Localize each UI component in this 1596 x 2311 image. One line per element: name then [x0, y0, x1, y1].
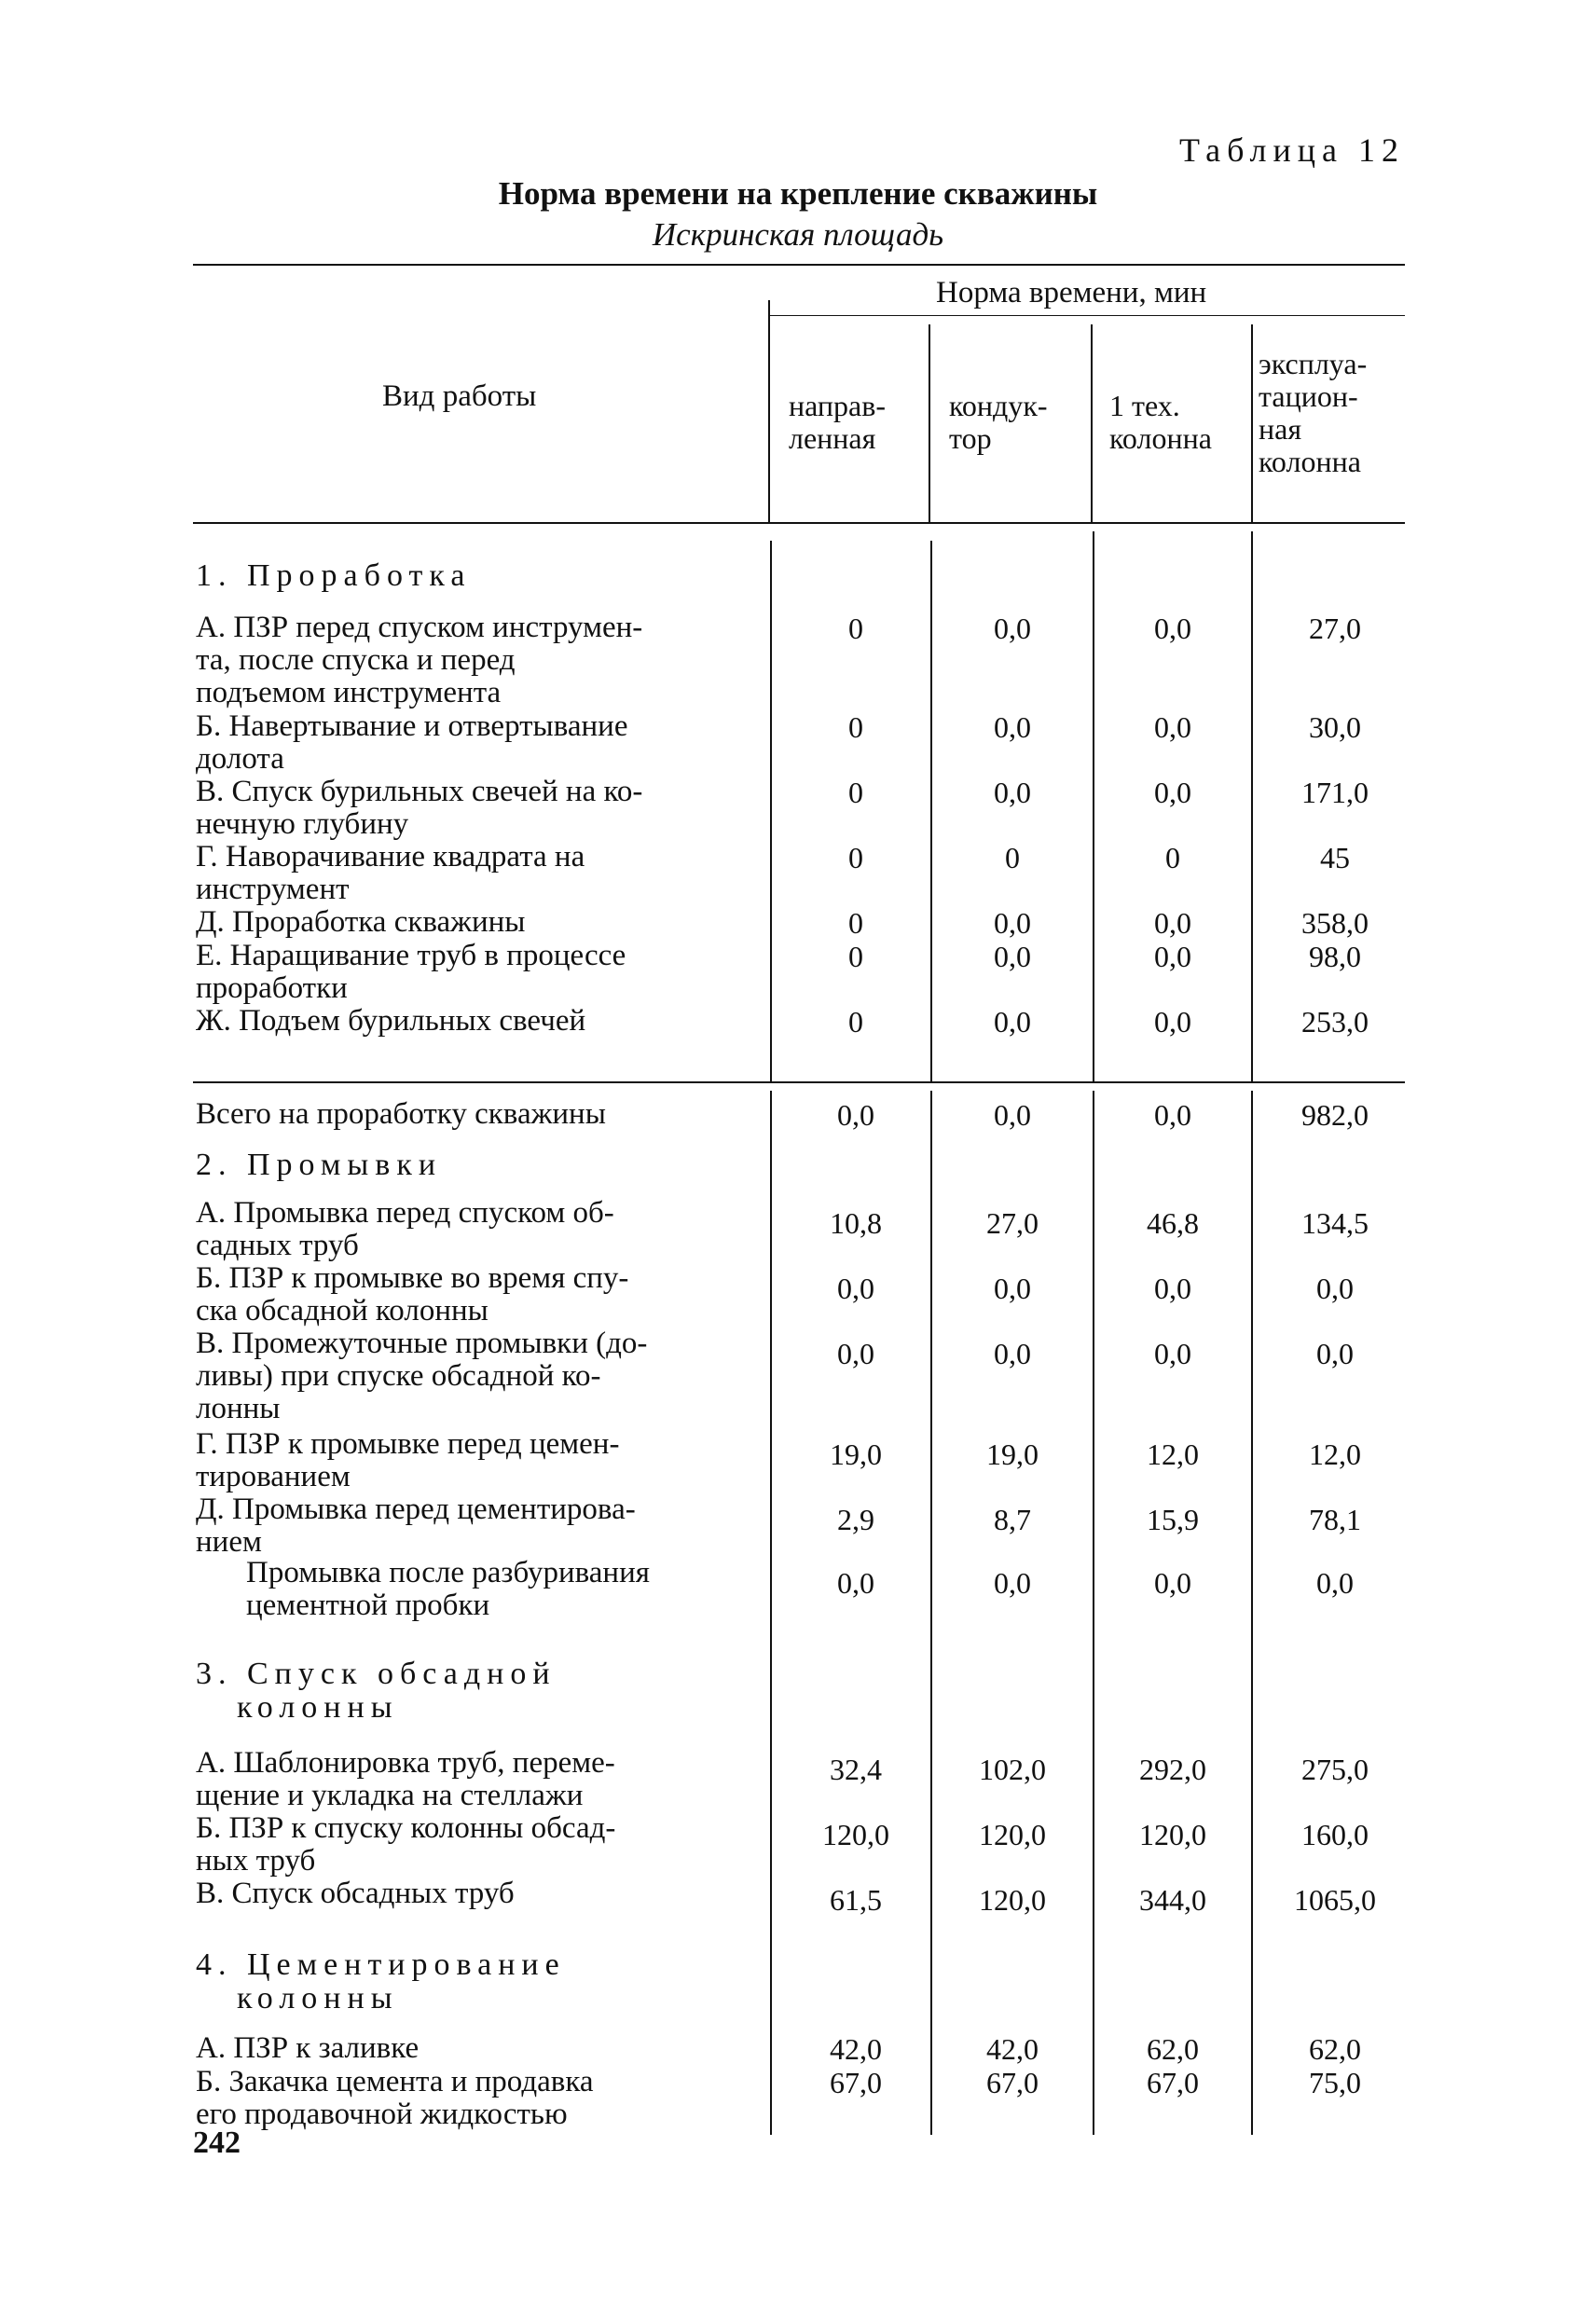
section-2-row-col3: 0,0	[1154, 1566, 1191, 1600]
section-2-row-col1: 2,9	[837, 1503, 874, 1536]
work-type-header: Вид работы	[382, 379, 537, 413]
section-1-row-col3: 0,0	[1154, 710, 1191, 744]
section-1-row-col3: 0,0	[1154, 906, 1191, 940]
body-divider-1b	[770, 1091, 772, 2135]
section-2-title: 2. Промывки	[196, 1148, 443, 1182]
section-1-row-col3: 0,0	[1154, 940, 1191, 973]
section-2-row-col1: 19,0	[830, 1437, 882, 1471]
total-rule	[193, 1081, 1405, 1083]
section-3-row-col4: 160,0	[1301, 1818, 1369, 1851]
body-divider-2a	[930, 541, 932, 1081]
table-title: Норма времени на крепление скважины	[498, 175, 1098, 212]
body-divider-1a	[770, 541, 772, 1081]
section-1-row: А. ПЗР перед спуском инструмен- та, после спуска и перед подъемом инструмента	[196, 611, 643, 709]
total-row-col3: 0,0	[1154, 1098, 1191, 1132]
section-4-row-col4: 62,0	[1309, 2032, 1361, 2066]
section-2-row-col4: 0,0	[1316, 1566, 1354, 1600]
section-1-row-col1: 0	[848, 940, 863, 973]
section-3-row-col3: 344,0	[1139, 1883, 1206, 1917]
section-1-row-col1: 0	[848, 710, 863, 744]
section-3-row: В. Спуск обсадных труб	[196, 1877, 515, 1910]
section-1-row-col4: 253,0	[1301, 1005, 1369, 1039]
section-1-row-col2: 0,0	[994, 710, 1031, 744]
table-subtitle: Искринская площадь	[652, 216, 944, 253]
section-1-row-col2: 0,0	[994, 940, 1031, 973]
section-2-row-col2: 19,0	[986, 1437, 1039, 1471]
total-row-col1: 0,0	[837, 1098, 874, 1132]
col-divider-3	[1091, 324, 1093, 522]
section-1-row-col1: 0	[848, 1005, 863, 1039]
section-1-row-col4: 358,0	[1301, 906, 1369, 940]
section-2-row-col2: 8,7	[994, 1503, 1031, 1536]
section-4-row-col2: 42,0	[986, 2032, 1039, 2066]
section-1-row-col4: 30,0	[1309, 710, 1361, 744]
section-2-row-col4: 134,5	[1301, 1206, 1369, 1240]
section-4-row-col3: 67,0	[1147, 2066, 1199, 2099]
section-3-row-col1: 120,0	[822, 1818, 889, 1851]
section-3-title: 3. Спуск обсадной колонны	[196, 1657, 557, 1725]
section-2-row-col4: 12,0	[1309, 1437, 1361, 1471]
section-1-row-col1: 0	[848, 841, 863, 874]
section-2-row-col2: 0,0	[994, 1337, 1031, 1370]
section-1-row-col4: 98,0	[1309, 940, 1361, 973]
col-header-conductor: кондук- тор	[949, 389, 1048, 455]
top-rule	[193, 264, 1405, 266]
section-1-row-col3: 0	[1165, 841, 1180, 874]
section-4-row: А. ПЗР к заливке	[196, 2031, 420, 2065]
section-2-row-col3: 46,8	[1147, 1206, 1199, 1240]
section-2-row-col3: 12,0	[1147, 1437, 1199, 1471]
section-3-row-col4: 1065,0	[1294, 1883, 1376, 1917]
section-2-row-col4: 0,0	[1316, 1272, 1354, 1305]
section-3-row: А. Шаблонировка труб, переме- щение и укладка на стеллажи	[196, 1746, 615, 1812]
col-header-directional: направ- ленная	[789, 389, 886, 455]
section-3-row-col2: 120,0	[979, 1818, 1046, 1851]
section-1-row-col4: 45	[1320, 841, 1350, 874]
section-1-row-col2: 0,0	[994, 1005, 1031, 1039]
section-2-row-col4: 78,1	[1309, 1503, 1361, 1536]
col-divider-4	[1251, 324, 1253, 522]
body-divider-4a	[1251, 531, 1253, 1081]
section-2-row-col3: 0,0	[1154, 1272, 1191, 1305]
section-4-row: Б. Закачка цемента и продавка его продавочной жидкостью	[196, 2065, 594, 2131]
section-2-row-col1: 0,0	[837, 1566, 874, 1600]
section-3-row-col2: 102,0	[979, 1753, 1046, 1786]
section-3-row-col4: 275,0	[1301, 1753, 1369, 1786]
section-3-row: Б. ПЗР к спуску колонны обсад- ных труб	[196, 1811, 616, 1878]
section-3-row-col3: 292,0	[1139, 1753, 1206, 1786]
section-2-row-col3: 0,0	[1154, 1337, 1191, 1370]
section-3-row-col2: 120,0	[979, 1883, 1046, 1917]
section-1-row: Ж. Подъем бурильных свечей	[196, 1004, 586, 1038]
section-2-row: Г. ПЗР к промывке перед цемен- тированием	[196, 1427, 620, 1493]
col-header-tech-column: 1 тех. колонна	[1109, 389, 1212, 455]
section-1-row-col2: 0,0	[994, 906, 1031, 940]
section-4-row-col1: 67,0	[830, 2066, 882, 2099]
norm-group-header: Норма времени, мин	[936, 276, 1207, 310]
section-2-row: Б. ПЗР к промывке во время спу- ска обсадной колонны	[196, 1261, 629, 1327]
section-4-row-col2: 67,0	[986, 2066, 1039, 2099]
total-row-col2: 0,0	[994, 1098, 1031, 1132]
section-4-row-col1: 42,0	[830, 2032, 882, 2066]
section-2-row-col1: 10,8	[830, 1206, 882, 1240]
section-2-row-col1: 0,0	[837, 1337, 874, 1370]
section-1-row-col3: 0,0	[1154, 776, 1191, 809]
section-4-row-col4: 75,0	[1309, 2066, 1361, 2099]
section-3-row-col1: 32,4	[830, 1753, 882, 1786]
section-1-row-col1: 0	[848, 776, 863, 809]
section-2-row: В. Промежуточные промывки (до- ливы) при спуске обсадной ко- лонны	[196, 1327, 648, 1425]
section-1-row-col2: 0,0	[994, 776, 1031, 809]
page-number: 242	[193, 2125, 241, 2160]
norm-group-rule	[770, 315, 1405, 316]
section-4-title: 4. Цементирование колонны	[196, 1947, 566, 2015]
body-divider-2b	[930, 1091, 932, 2135]
section-3-row-col3: 120,0	[1139, 1818, 1206, 1851]
section-1-row-col2: 0	[1005, 841, 1020, 874]
section-1-row-col3: 0,0	[1154, 1005, 1191, 1039]
section-2-row-col3: 15,9	[1147, 1503, 1199, 1536]
section-3-row-col1: 61,5	[830, 1883, 882, 1917]
section-1-row-col3: 0,0	[1154, 612, 1191, 645]
body-divider-3a	[1093, 531, 1094, 1081]
col-header-production-column: эксплуа- тацион- ная колонна	[1259, 347, 1368, 478]
section-2-row-col2: 0,0	[994, 1566, 1031, 1600]
section-1-row: В. Спуск бурильных свечей на ко- нечную глубину	[196, 775, 643, 841]
section-1-row: Б. Навертывание и отвертывание долота	[196, 709, 628, 776]
section-1-row: Е. Наращивание труб в процессе проработки	[196, 939, 626, 1005]
table-number: Таблица 12	[1179, 131, 1405, 169]
section-1-row: Д. Проработка скважины	[196, 905, 526, 939]
section-2-row-col2: 0,0	[994, 1272, 1031, 1305]
header-bottom-rule	[193, 522, 1405, 524]
body-divider-3b	[1093, 1091, 1094, 2135]
section-1-title: 1. Проработка	[196, 558, 472, 593]
section-2-row-col2: 27,0	[986, 1206, 1039, 1240]
section-1-row-col2: 0,0	[994, 612, 1031, 645]
body-divider-4b	[1251, 1091, 1253, 2135]
col-divider-1	[768, 300, 770, 522]
section-1-row-col4: 27,0	[1309, 612, 1361, 645]
section-1-row: Г. Наворачивание квадрата на инструмент	[196, 840, 585, 906]
section-2-row: Промывка после разбуривания цементной пробки	[246, 1556, 650, 1622]
section-2-row-col1: 0,0	[837, 1272, 874, 1305]
section-1-row-col1: 0	[848, 612, 863, 645]
section-2-row: А. Промывка перед спуском об- садных труб	[196, 1196, 614, 1262]
total-row-col4: 982,0	[1301, 1098, 1369, 1132]
section-1-row-col1: 0	[848, 906, 863, 940]
col-divider-2	[929, 324, 930, 522]
section-1-row-col4: 171,0	[1301, 776, 1369, 809]
section-2-row-col4: 0,0	[1316, 1337, 1354, 1370]
section-4-row-col3: 62,0	[1147, 2032, 1199, 2066]
section-2-row: Д. Промывка перед цементирова- нием	[196, 1493, 636, 1559]
total-row: Всего на проработку скважины	[196, 1097, 606, 1131]
